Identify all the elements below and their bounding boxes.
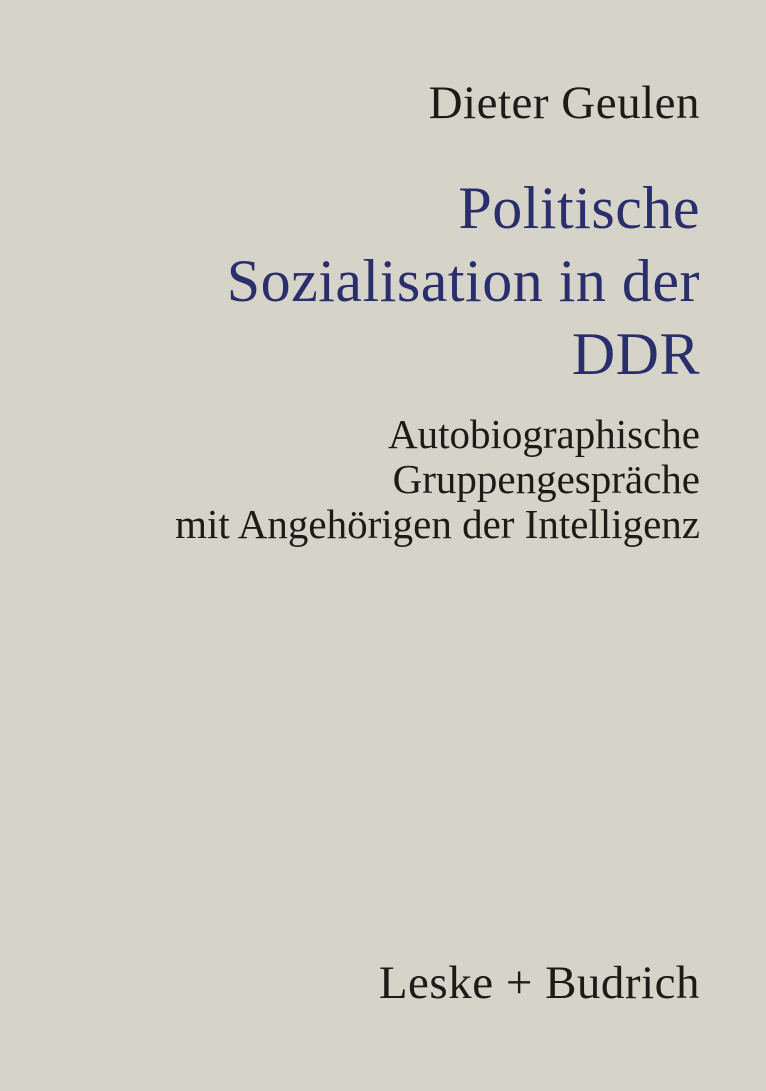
subtitle-line-3: mit Angehörigen der Intelligenz [175, 501, 700, 547]
publisher-name: Leske + Budrich [378, 957, 700, 1009]
title-line-3: DDR [571, 321, 700, 387]
title-line-2: Sozialisation in der [226, 248, 700, 314]
subtitle-line-2: Gruppengespräche [392, 456, 700, 502]
author-name: Dieter Geulen [428, 77, 700, 129]
subtitle-line-1: Autobiographische [388, 411, 700, 457]
title-line-1: Politische [458, 175, 700, 241]
book-subtitle [60, 412, 700, 547]
book-title [60, 172, 700, 391]
